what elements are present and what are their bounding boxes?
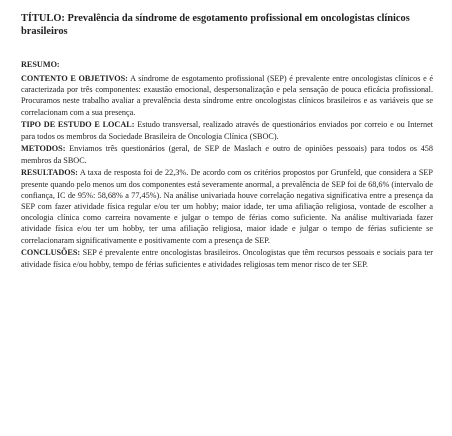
section-text: A síndrome de esgotamento profissional (SEP) é prevalente entre oncologistas clínicos e é caracterizada por três componentes: exaustão emocional, despersonalização e pela sensação de pouca eficácia profissional. Procuramos neste trabalho avaliar a prevalência desta síndrome entre oncologistas clínicos brasileiros e as variáveis que se correlacionam com a sua presença. [21, 74, 433, 117]
section-text: Enviamos três questionários (geral, de SEP de Maslach e outro de opiniões pessoais) para todos os 458 membros da SBOC. [21, 144, 433, 165]
section-label: METODOS: [21, 144, 66, 154]
section-metodos [21, 143, 433, 165]
abstract-body [21, 73, 433, 271]
section-label: RESULTADOS: [21, 168, 78, 178]
section-label: CONTENTO E OBJETIVOS: [21, 74, 128, 83]
section-text: A taxa de resposta foi de 22,3%. De acordo com os critérios propostos por Grunfeld, que considera a SEP presente quando pelo menos um dos componentes está severamente anormal, a prevalência de SEP foi de 68,6% (intervalo de confiança, IC de 95%: 58,68% a 77,45%). Na análise univariada houve correlação negativa significativa entre a presença da SEP com fazer atividade física regular e/ou ter um hobby; maior idade, ter uma afiliação religiosa, vontade de escolher a oncologia clínica como carreira novamente e julgar o tempo de férias como suficiente. Na análise multivariada fazer atividade física e/ou ter um hobby, ter uma afiliação religiosa, maior idade e julgar o tempo de férias suficiente se correlacionaram significativamente e positivamente com a presença de SEP. [21, 168, 433, 245]
section-tipo-estudo [21, 119, 433, 141]
section-text: SEP é prevalente entre oncologistas brasileiros. Oncologistas que têm recursos pessoais e sociais para ter atividade física e/ou hobby, tempo de férias suficientes e atividades religiosas tem menor risco de ter SEP. [21, 248, 433, 269]
section-conclusoes [21, 247, 433, 269]
section-label: CONCLUSÕES: [21, 248, 81, 258]
section-label: TIPO DE ESTUDO E LOCAL: [21, 120, 135, 130]
section-text: Estudo transversal, realizado através de questionários enviados por correio e ou Internet para todos os membros da Sociedade Brasileira de Oncologia Clínica (SBOC). [21, 120, 433, 141]
resumo-heading: RESUMO: [21, 60, 60, 69]
section-resultados [21, 167, 433, 245]
section-contexto-objetivos [21, 73, 433, 118]
document-title: TÍTULO: Prevalência da síndrome de esgotamento profissional em oncologistas clínicos brasileiros [21, 13, 410, 37]
